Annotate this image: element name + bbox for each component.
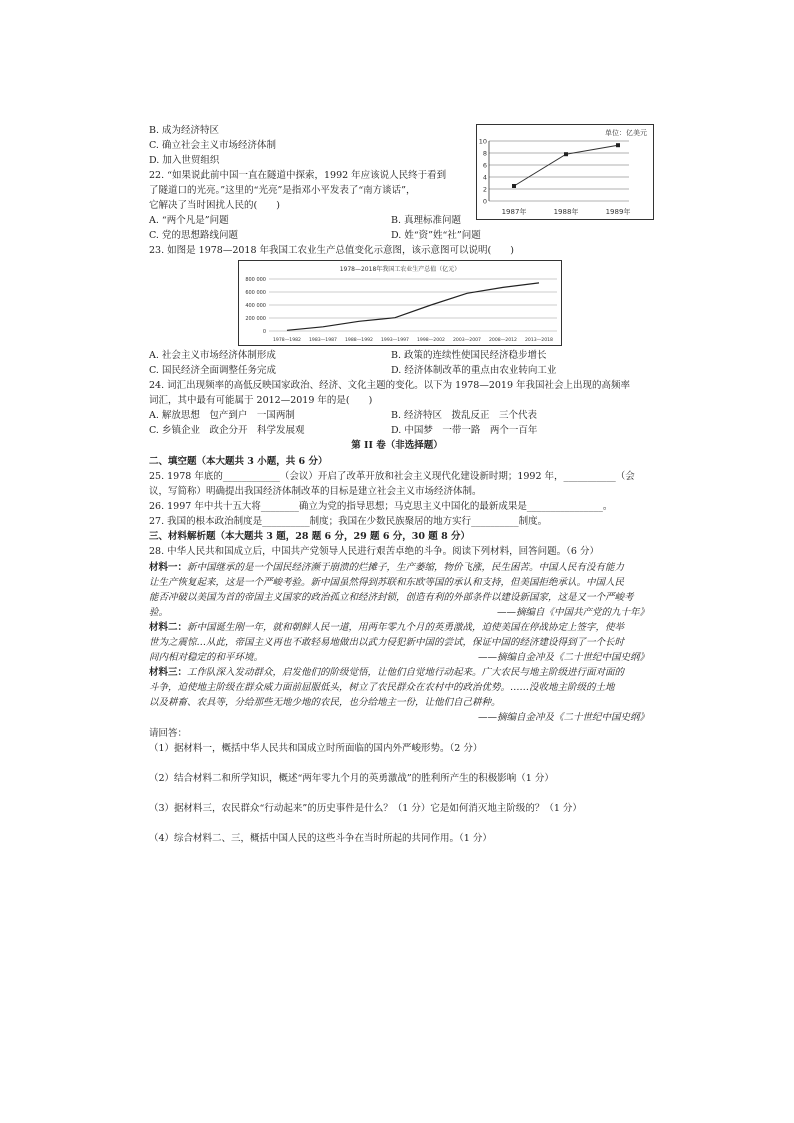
gdp-chart-svg (239, 261, 561, 345)
chart2-ytick-label: 600 000 (245, 290, 266, 296)
q22-stem-line3: 它解决了当时困扰人民的( ) (149, 200, 280, 211)
material3-source: ——摘编自金冲及《二十世纪中国史纲》 (477, 712, 649, 723)
chart2-ytick-label: 800 000 (245, 277, 266, 283)
q25-line2: 议，写简称）明确提出我国经济体制改革的目标是建立社会主义市场经济体制。 (149, 486, 482, 497)
material1-line3: 能否冲破以美国为首的帝国主义国家的政治孤立和经济封锁，创造有利的外部条件以建设新国家，这是又一个严峻考 (149, 592, 634, 603)
answer-prompt: 请回答： (149, 728, 188, 739)
material2-label: 材料二： (149, 622, 188, 633)
q21-option-c: C. 确立社会主义市场经济体制 (149, 140, 276, 151)
chart2-xtick-label: 1983—1987 (309, 338, 337, 343)
material1-line4: 验。 (149, 607, 169, 618)
material1-line2: 让生产恢复起来，这是一个严峻考验。新中国虽然得到苏联和东欧等国的承认和支持，但美国拒绝承认。中国人民 (149, 577, 625, 588)
chart1-unit-label: 单位：亿美元 (605, 129, 647, 137)
q24-stem-line1: 24. 词汇出现频率的高低反映国家政治、经济、文化主题的变化。以下为 1978—2019 年我国社会上出现的高频率 (149, 380, 631, 391)
chart2-title: 1978—2018年我国工农业生产总值（亿元） (339, 266, 461, 273)
section2-title: 二、填空题（本大题共 3 小题，共 6 分） (149, 456, 328, 467)
q22-stem-line1: 22. “如果说此前中国一直在隧道中探索，1992 年应该说人民终于看到 (149, 170, 447, 181)
q22-option-c: C. 党的思想路线问题 (149, 230, 238, 241)
q21-option-d: D. 加入世贸组织 (149, 155, 220, 166)
chart1-xtick-label: 1987年 (501, 208, 527, 216)
material2-line3: 间内相对稳定的和平环境。 (149, 652, 264, 663)
material3-label: 材料三： (149, 667, 188, 678)
chart1-ytick-label: 8 (482, 149, 487, 158)
sub-question-2: （2）结合材料二和所学知识，概述“两年零九个月的英勇激战”的胜利所产生的积极影响（1 分） (149, 773, 554, 784)
q24-stem-line2: 词汇，其中最有可能属于 2012—2019 年的是( ) (149, 395, 373, 406)
q24-option-b: B. 经济特区 拨乱反正 三个代表 (391, 410, 538, 421)
material2-source: ——摘编自金冲及《二十世纪中国史纲》 (477, 652, 649, 663)
q23-option-d: D. 经济体制改革的重点由农业转向工业 (391, 365, 557, 376)
chart2-xtick-label: 1978—1982 (273, 338, 301, 343)
q25-line1: 25. 1978 年底的____________（会议）开启了改革开放和社会主义现代化建设新时期；1992 年，___________（会 (149, 471, 635, 482)
part2-title: 第 II 卷（非选择题） (351, 440, 443, 451)
chart1-ytick-label: 2 (482, 185, 487, 194)
q22-option-b: B. 真理标准问题 (391, 215, 462, 226)
q23-option-a: A. 社会主义市场经济体制形成 (149, 350, 276, 361)
material2-line2: 世为之震惊…从此，帝国主义再也不敢轻易地做出以武力侵犯新中国的尝试，保证中国的经济建设得到了一个长时 (149, 637, 625, 648)
material1-source: ——摘编自《中国共产党的九十年》 (496, 607, 649, 618)
q28-stem: 28. 中华人民共和国成立后，中国共产党领导人民进行艰苦卓绝的斗争。阅读下列材料，回答问题。（6 分） (149, 546, 599, 557)
material2-line1 (149, 621, 624, 634)
chart2-ytick-label: 0 (262, 329, 266, 335)
chart1-xtick-label: 1989年 (605, 208, 631, 216)
q24-option-a: A. 解放思想 包产到户 一国两制 (149, 410, 295, 421)
chart2-xtick-label: 1993—1997 (381, 338, 409, 343)
chart1-data-point (564, 152, 568, 156)
q22-option-a: A. “两个凡是”问题 (149, 215, 229, 226)
q23-option-c: C. 国民经济全面调整任务完成 (149, 365, 276, 376)
chart1-ytick-label: 4 (482, 173, 487, 182)
q22-stem-line2: 了隧道口的光亮。”这里的“光亮”是指邓小平发表了“南方谈话”， (149, 185, 416, 196)
chart2-ytick-label: 200 000 (245, 316, 266, 322)
chart2-xtick-label: 2003—2007 (453, 338, 481, 343)
chart2-xtick-label: 2008—2012 (489, 338, 517, 343)
chart1-ytick-label: 0 (482, 197, 487, 206)
chart2-ytick-label: 400 000 (245, 303, 266, 309)
section3-title: 三、材料解析题（本大题共 3 题，28 题 6 分，29 题 6 分，30 题 8 分） (149, 531, 470, 542)
chart1-ytick-label: 10 (478, 137, 487, 146)
material1-text: 新中国继承的是一个国民经济濒于崩溃的烂摊子，生产萎缩，物价飞涨，民生困苦。中国人民有没有能力 (187, 562, 625, 573)
material2-text: 新中国诞生刚一年，就和朝鲜人民一道，用两年零九个月的英勇激战，迫使美国在停战协定上签字，使举 (187, 622, 625, 633)
q21-option-b: B. 成为经济特区 (149, 125, 220, 136)
chart1-ytick-label: 6 (482, 161, 487, 170)
chart1-xtick-label: 1988年 (553, 208, 579, 216)
chart1-data-point (616, 143, 620, 147)
chart1-series-line (514, 145, 618, 186)
material1-line1 (149, 561, 624, 574)
foreign-investment-chart (476, 124, 654, 220)
q22-option-d: D. 姓“资”姓“社”问题 (391, 230, 481, 241)
material3-line1 (149, 666, 624, 679)
sub-question-1: （1）据材料一，概括中华人民共和国成立时所面临的国内外严峻形势。（2 分） (149, 743, 483, 754)
material3-text: 工作队深入发动群众，启发他们的阶级觉悟，让他们自觉地行动起来。广大农民与地主阶级进行面对面的 (187, 667, 625, 678)
chart2-series-line (287, 283, 539, 330)
q27: 27. 我国的根本政治制度是__________制度；我国在少数民族聚居的地方实行__________制度。 (149, 516, 548, 527)
material3-line3: 以及耕畜、农具等，分给那些无地少地的农民，也分给地主一份，让他们自己耕种。 (149, 697, 501, 708)
q24-option-d: D. 中国梦 一带一路 两个一百年 (391, 425, 538, 436)
chart2-xtick-label: 1988—1992 (345, 338, 373, 343)
foreign-investment-chart-svg (477, 125, 653, 219)
material1-label: 材料一： (149, 562, 188, 573)
q23-stem: 23. 如图是 1978—2018 年我国工农业生产总值变化示意图，该示意图可以说明( ) (149, 245, 514, 256)
gdp-chart (238, 260, 562, 346)
sub-question-4: （4）综合材料二、三，概括中国人民的这些斗争在当时所起的共同作用。（1 分） (149, 833, 492, 844)
material3-line2: 斗争，迫使地主阶级在群众威力面前屈服低头，树立了农民群众在农村中的政治优势。……没收地主阶级的土地 (149, 682, 615, 693)
chart2-xtick-label: 1998—2002 (417, 338, 445, 343)
q24-option-c: C. 乡镇企业 政企分开 科学发展观 (149, 425, 305, 436)
chart2-xtick-label: 2013—2018 (525, 338, 553, 343)
q23-option-b: B. 政策的连续性使国民经济稳步增长 (391, 350, 547, 361)
sub-question-3: （3）据材料三，农民群众“行动起来”的历史事件是什么？（1 分）它是如何消灭地主阶级的？（1 分） (149, 803, 582, 814)
q26: 26. 1997 年中共十五大将________确立为党的指导思想；马克思主义中国化的最新成果是________________。 (149, 501, 613, 512)
chart1-data-point (512, 184, 516, 188)
